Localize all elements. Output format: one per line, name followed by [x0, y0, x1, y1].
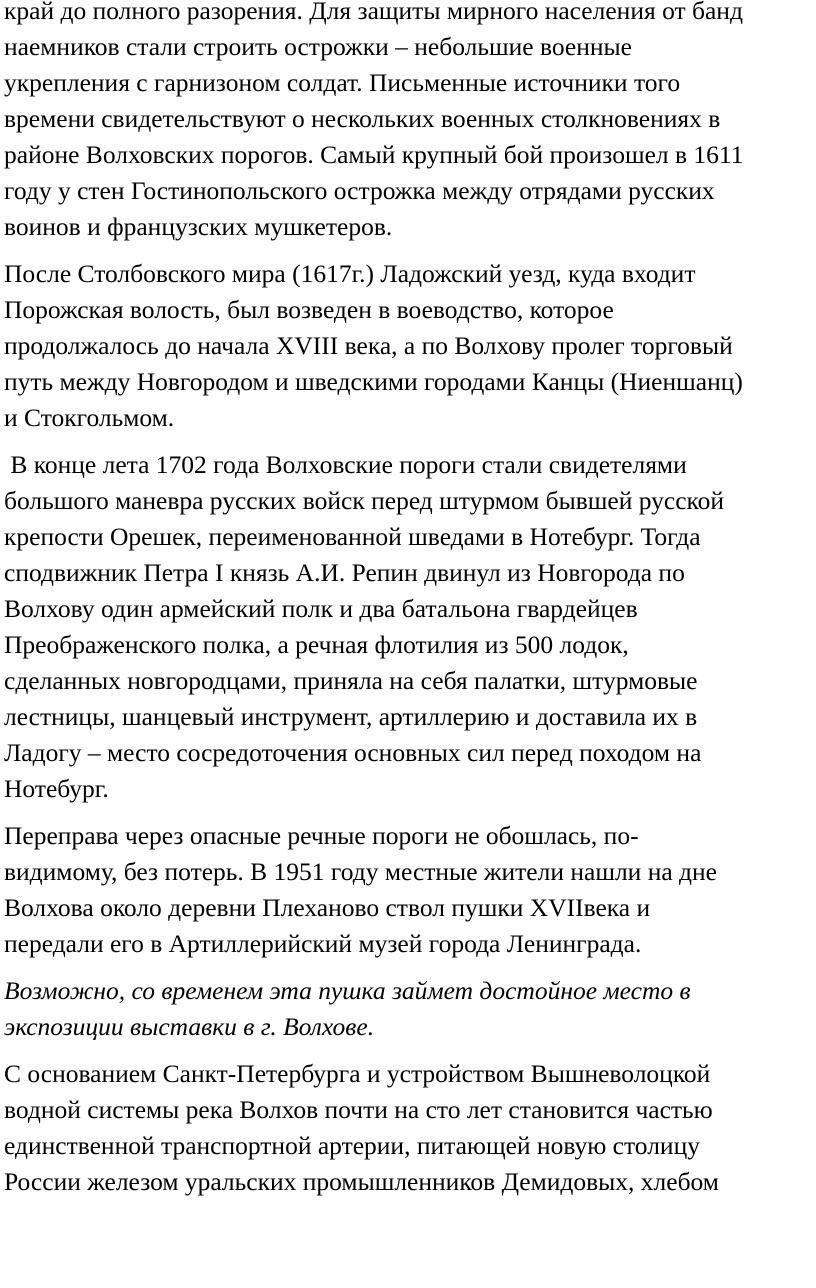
text-line: передали его в Артиллерийский музей города Ленинграда. — [4, 929, 642, 958]
text-line: С основанием Санкт-Петербурга и устройством Вышневолоцкой — [4, 1059, 711, 1088]
text-line: наемников стали строить острожки – небольшие военные — [4, 32, 632, 61]
text-line: воинов и французских мушкетеров. — [4, 212, 393, 241]
text-line: продолжалось до начала XVIII века, а по Волхову пролег торговый — [4, 331, 733, 360]
text-line: край до полного разорения. Для защиты мирного населения от банд — [4, 0, 743, 25]
paragraph-rapids-crossing — [4, 818, 816, 962]
text-line: сподвижник Петра I князь А.И. Репин двинул из Новгорода по — [4, 558, 685, 587]
text-line: времени свидетельствуют о нескольких военных столкновениях в — [4, 104, 721, 133]
text-line: районе Волховских порогов. Самый крупный бой произошел в 1611 — [4, 140, 744, 169]
text-line: России железом уральских промышленников Демидовых, хлебом — [4, 1167, 719, 1196]
text-line: единственной транспортной артерии, питающей новую столицу — [4, 1131, 700, 1160]
text-line: и Стокгольмом. — [4, 403, 175, 432]
text-line: Волхову один армейский полк и два батальона гвардейцев — [4, 594, 638, 623]
text-line: укрепления с гарнизоном солдат. Письменные источники того — [4, 68, 681, 97]
text-line: большого маневра русских войск перед штурмом бывшей русской — [4, 486, 725, 515]
text-line: Возможно, со временем эта пушка займет достойное место в — [4, 976, 691, 1005]
text-line: сделанных новгородцами, приняла на себя палатки, штурмовые — [4, 666, 698, 695]
paragraph-cannon-exhibit-note — [4, 973, 816, 1045]
text-line: экспозиции выставки в г. Волхове. — [4, 1012, 375, 1041]
text-line: Переправа через опасные речные пороги не обошлась, по- — [4, 821, 639, 850]
text-line: В конце лета 1702 года Волховские пороги стали свидетелями — [4, 450, 687, 479]
paragraph-ostrozhki — [4, 0, 816, 245]
text-line: Порожская волость, был возведен в воеводство, которое — [4, 295, 614, 324]
text-line: водной системы река Волхов почти на сто лет становится частью — [4, 1095, 713, 1124]
text-line: году у стен Гостинопольского острожка между отрядами русских — [4, 176, 715, 205]
text-line: Волхова около деревни Плеханово ствол пушки XVIIвека и — [4, 893, 651, 922]
text-line: путь между Новгородом и шведскими городами Канцы (Ниеншанц) — [4, 367, 743, 396]
text-line: Нотебург. — [4, 774, 109, 803]
text-line: Преображенского полка, а речная флотилия из 500 лодок, — [4, 630, 629, 659]
text-line: После Столбовского мира (1617г.) Ладожский уезд, куда входит — [4, 259, 696, 288]
text-line: Ладогу – место сосредоточения основных сил перед походом на — [4, 738, 702, 767]
text-line: видимому, без потерь. В 1951 году местные жители нашли на дне — [4, 857, 717, 886]
paragraph-stolbovo-peace — [4, 256, 816, 436]
text-line: лестницы, шанцевый инструмент, артиллерию и доставила их в — [4, 702, 698, 731]
text-line: крепости Орешек, переименованной шведами в Нотебург. Тогда — [4, 522, 701, 551]
paragraph-1702-maneuver — [4, 447, 816, 807]
paragraph-saint-petersburg — [4, 1056, 816, 1200]
